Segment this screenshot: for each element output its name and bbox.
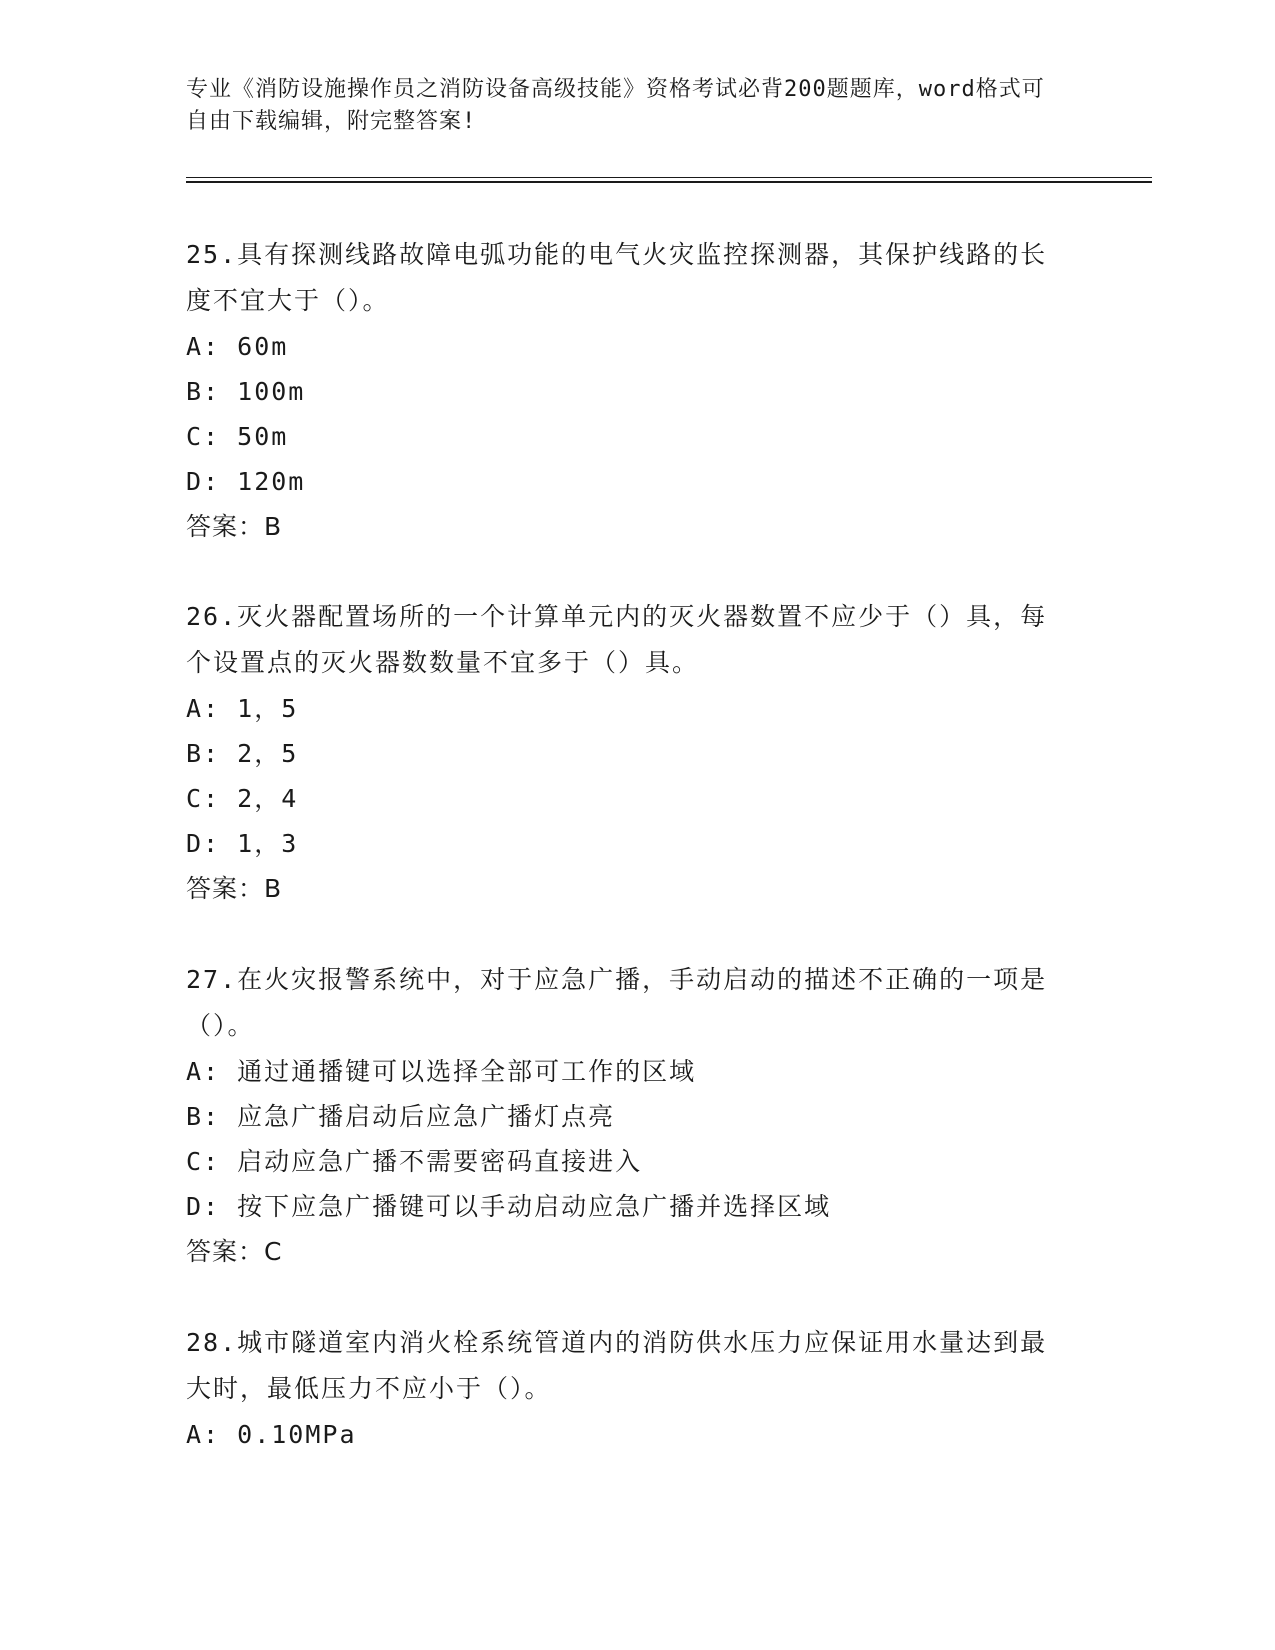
option-b: B: 100m (186, 377, 306, 406)
question-26 (186, 594, 1066, 911)
document-header: 专业《消防设施操作员之消防设备高级技能》资格考试必背200题题库，word格式可自由下载编辑，附完整答案! (186, 77, 1045, 134)
question-stem: 26.灭火器配置场所的一个计算单元内的灭火器数置不应少于（）具，每个设置点的灭火器数数量不宜多于（）具。 (186, 602, 1048, 677)
option-c: C: 50m (186, 422, 289, 451)
option-c: C: 2，4 (186, 784, 299, 813)
question-stem: 25.具有探测线路故障电弧功能的电气火灾监控探测器，其保护线路的长度不宜大于（）。 (186, 240, 1048, 315)
option-d: D: 1，3 (186, 829, 299, 858)
answer: 答案：B (186, 874, 283, 903)
option-b: B: 应急广播启动后应急广播灯点亮 (186, 1102, 616, 1131)
answer: 答案：C (186, 1237, 283, 1266)
header-divider (186, 177, 1152, 178)
option-c: C: 启动应急广播不需要密码直接进入 (186, 1147, 643, 1176)
question-28 (186, 1320, 1066, 1457)
question-25 (186, 232, 1066, 549)
option-a: A: 通过通播键可以选择全部可工作的区域 (186, 1057, 697, 1086)
header-divider-thick (186, 181, 1152, 183)
option-d: D: 120m (186, 467, 306, 496)
option-a: A: 60m (186, 332, 289, 361)
question-stem: 28.城市隧道室内消火栓系统管道内的消防供水压力应保证用水量达到最大时，最低压力不应小于（）。 (186, 1328, 1048, 1403)
option-a: A: 0.10MPa (186, 1420, 357, 1449)
answer: 答案：B (186, 512, 283, 541)
option-b: B: 2，5 (186, 739, 299, 768)
question-27 (186, 957, 1066, 1274)
question-stem: 27.在火灾报警系统中，对于应急广播，手动启动的描述不正确的一项是（）。 (186, 965, 1048, 1040)
option-d: D: 按下应急广播键可以手动启动应急广播并选择区域 (186, 1192, 832, 1221)
option-a: A: 1，5 (186, 694, 299, 723)
